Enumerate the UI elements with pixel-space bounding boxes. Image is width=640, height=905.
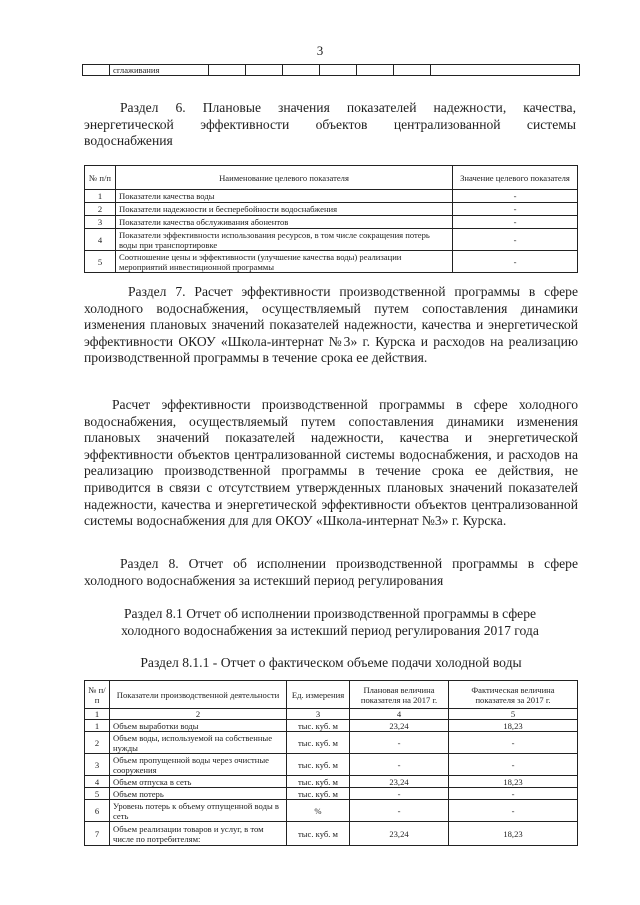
table-row: 5 Соотношение цены и эффективности (улучшение качества воды) реализации мероприятий инвестиционной программы - bbox=[85, 251, 578, 273]
table-row: 3 Показатели качества обслуживания абонентов - bbox=[85, 216, 578, 229]
table-water-supply-report bbox=[84, 680, 578, 846]
table-row: 5 Объем потерь тыс. куб. м - - bbox=[85, 788, 578, 800]
page-number: 3 bbox=[316, 43, 324, 58]
t811-header-unit: Ед. измерения bbox=[287, 681, 350, 709]
table-row: 2 Показатели надежности и бесперебойности водоснабжения - bbox=[85, 203, 578, 216]
table6-header-value: Значение целевого показателя bbox=[453, 166, 578, 190]
t811-header-n: № п/п bbox=[85, 681, 110, 709]
table-row: 1 Показатели качества воды - bbox=[85, 190, 578, 203]
section8-1-1-heading: Раздел 8.1.1 - Отчет о фактическом объеме подачи холодной воды bbox=[140, 655, 522, 670]
section7-heading: Раздел 7. Расчет эффективности производственной программы в сфере холодного водоснабжения, осуществляемый путем сопоставления динамики изменения плановых значений показателей надежности, качества и энергетической эффективности ОКОУ «Школа-интернат №3» г. Курска и расходов на реализацию производственной программы в течение срока ее действия. bbox=[84, 284, 578, 366]
table-row: 4 Объем отпуска в сеть тыс. куб. м 23,24 18,23 bbox=[85, 776, 578, 788]
fragment-cell: сглаживания bbox=[110, 65, 209, 76]
t811-header-plan: Плановая величина показателя на 2017 г. bbox=[350, 681, 449, 709]
section8-heading: Раздел 8. Отчет об исполнении производственной программы в сфере холодного водоснабжения за истекший период регулирования bbox=[84, 556, 578, 588]
section8-1-heading: Раздел 8.1 Отчет об исполнении производственной программы в сфере холодного водоснабжения за истекший период регулирования 2017 года bbox=[121, 606, 539, 638]
table-row: 2 Объем воды, используемой на собственные нужды тыс. куб. м - - bbox=[85, 732, 578, 754]
table-row: 7 Объем реализации товаров и услуг, в том числе по потребителям: тыс. куб. м 23,24 18,23 bbox=[85, 822, 578, 846]
previous-table-fragment bbox=[82, 64, 580, 76]
table-target-indicators bbox=[84, 165, 578, 273]
table6-header-n: № п/п bbox=[85, 166, 116, 190]
table-row: 6 Уровень потерь к объему отпущенной воды в сеть % - - bbox=[85, 800, 578, 822]
table-row: 1 Объем выработки воды тыс. куб. м 23,24 18,23 bbox=[85, 720, 578, 732]
table-row: 3 Объем пропущенной воды через очистные сооружения тыс. куб. м - - bbox=[85, 754, 578, 776]
table-row: 1 2 3 4 5 bbox=[85, 709, 578, 720]
section6-heading: Раздел 6. Плановые значения показателей надежности, качества, энергетической эффективности объектов централизованной системы водоснабжения bbox=[84, 100, 576, 149]
table6-header-name: Наименование целевого показателя bbox=[116, 166, 453, 190]
t811-header-fact: Фактическая величина показателя за 2017 г. bbox=[449, 681, 578, 709]
t811-header-name: Показатели производственной деятельности bbox=[110, 681, 287, 709]
section7-body: Расчет эффективности производственной программы в сфере холодного водоснабжения, осуществляемый путем сопоставления динамики изменения плановых значений показателей надежности, качества и энергетической эффективности объектов централизованной системы водоснабжения, и расходов на реализацию производственной программы в течение срока ее действия, не приводится в связи с отсутствием утвержденных плановых значений показателей надежности, качества и энергетической эффективности объектов централизованной системы водоснабжения для для ОКОУ «Школа-интернат №3» г. Курска. bbox=[84, 397, 578, 529]
table-row: 4 Показатели эффективности использования ресурсов, в том числе сокращения потерь воды при транспортировке - bbox=[85, 229, 578, 251]
